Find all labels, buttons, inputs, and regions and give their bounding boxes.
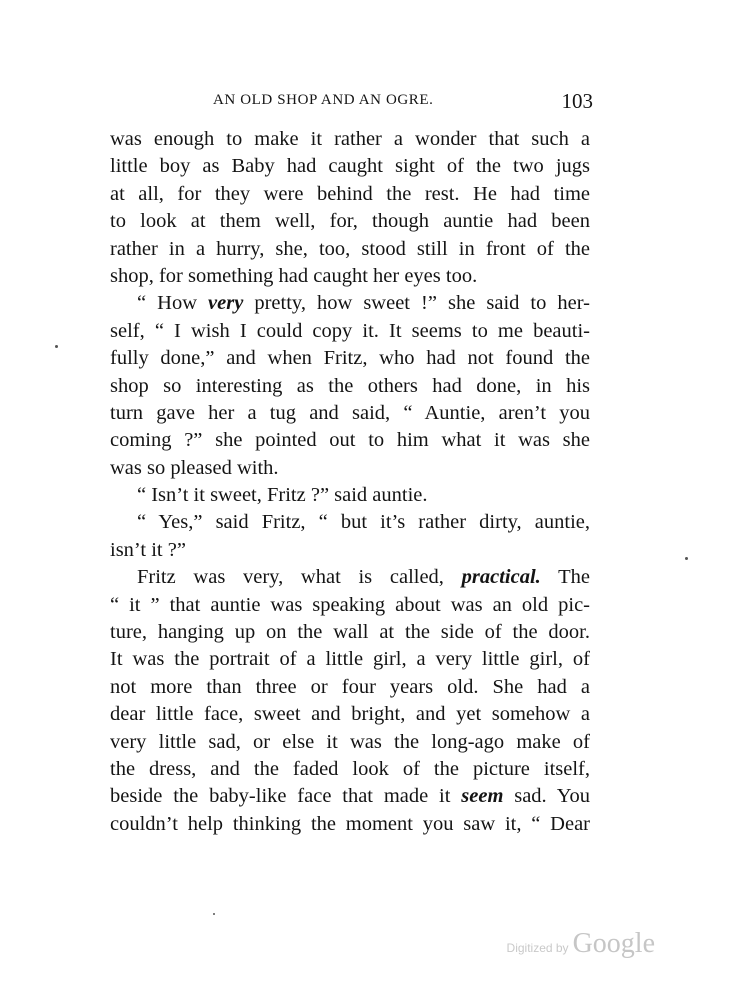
text-line: not more than three or four years old. She had a bbox=[110, 675, 590, 698]
text-line: fully done,” and when Fritz, who had not found the bbox=[110, 347, 590, 370]
text-line: at all, for they were behind the rest. He had time bbox=[110, 182, 590, 205]
text-line: It was the portrait of a little girl, a very little girl, of bbox=[110, 648, 590, 671]
text-line: isn’t it ?” bbox=[110, 538, 186, 561]
text-line: “ it ” that auntie was speaking about was an old pic- bbox=[110, 593, 590, 616]
running-head bbox=[213, 89, 593, 116]
text-line: rather in a hurry, she, too, stood still in front of the bbox=[110, 237, 590, 260]
text-line: was so pleased with. bbox=[110, 456, 279, 479]
print-speck bbox=[55, 345, 58, 348]
emphasis-word: practical. bbox=[461, 566, 541, 589]
text-segment: beside the baby-like face that made it bbox=[110, 785, 462, 808]
text-line: “ Yes,” said Fritz, “ but it’s rather dirty, auntie, bbox=[137, 511, 590, 534]
body-text bbox=[110, 126, 590, 838]
text-line: very little sad, or else it was the long-ago make of bbox=[110, 730, 590, 753]
text-line bbox=[110, 783, 590, 810]
chapter-title: AN OLD SHOP AND AN OGRE. bbox=[213, 92, 434, 108]
text-line: the dress, and the faded look of the picture itself, bbox=[110, 757, 590, 780]
text-line: shop so interesting as the others had done, in his bbox=[110, 374, 590, 397]
text-line: “ Isn’t it sweet, Fritz ?” said auntie. bbox=[137, 484, 428, 507]
text-line: ture, hanging up on the wall at the side of the door. bbox=[110, 621, 590, 644]
text-line: was enough to make it rather a wonder that such a bbox=[110, 128, 590, 150]
text-line bbox=[110, 564, 590, 591]
text-segment: Fritz was very, what is called, bbox=[137, 566, 462, 589]
text-line: dear little face, sweet and bright, and yet somehow a bbox=[110, 703, 590, 726]
print-speck bbox=[213, 913, 215, 915]
text-segment: “ How bbox=[137, 292, 209, 315]
text-line: turn gave her a tug and said, “ Auntie, aren’t you bbox=[110, 401, 590, 424]
print-speck bbox=[685, 557, 688, 560]
text-line bbox=[110, 290, 590, 317]
text-line: coming ?” she pointed out to him what it was she bbox=[110, 429, 590, 452]
watermark-prefix: Digitized by bbox=[506, 941, 569, 955]
page-number: 103 bbox=[561, 89, 593, 113]
google-logo: Google bbox=[572, 928, 655, 959]
text-line: couldn’t help thinking the moment you saw it, “ Dear bbox=[110, 812, 590, 835]
text-segment: pretty, how sweet !” she said to her- bbox=[243, 292, 590, 315]
text-line: shop, for something had caught her eyes too. bbox=[110, 264, 478, 287]
text-line: self, “ I wish I could copy it. It seems to me beauti- bbox=[110, 319, 590, 342]
text-segment: sad. You bbox=[503, 785, 590, 808]
text-line: little boy as Baby had caught sight of the two jugs bbox=[110, 155, 590, 178]
text-segment: The bbox=[540, 566, 590, 589]
emphasis-word: very bbox=[208, 292, 244, 315]
emphasis-word: seem bbox=[461, 785, 504, 808]
text-line: to look at them well, for, though auntie had been bbox=[110, 210, 590, 233]
digitized-watermark bbox=[507, 928, 655, 960]
